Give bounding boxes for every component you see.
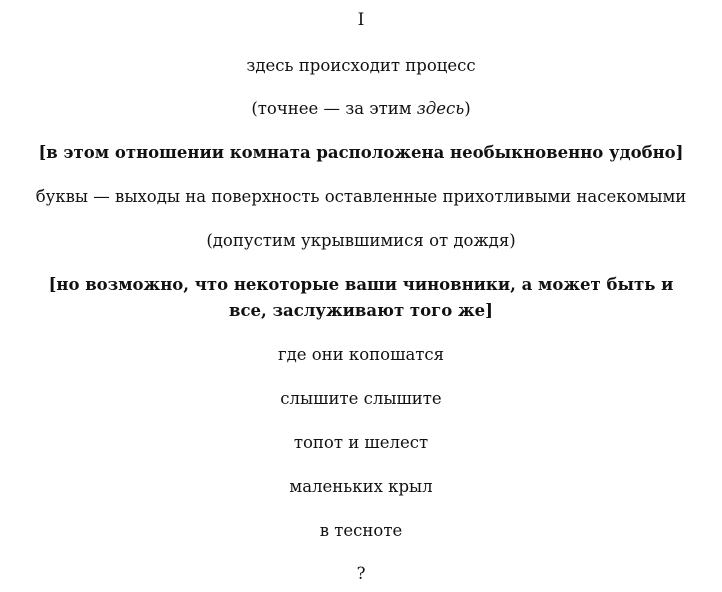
poem-line-2-start: (точнее — за этим <box>251 99 417 118</box>
poem-line-8: слышите слышите <box>280 389 442 408</box>
poem-line-2-emphasis: здесь <box>416 99 465 118</box>
poem-line-7: где они копошатся <box>277 345 445 364</box>
poem-line-11: в тесноте <box>319 521 403 540</box>
poem-line-12: ? <box>356 564 366 583</box>
poem-line-2 <box>0 98 722 120</box>
poem-line-5: (допустим укрывшимися от дождя) <box>206 231 516 250</box>
poem-line-4: буквы — выходы на поверхность оставленные прихотливыми насекомыми <box>35 187 687 206</box>
poem-line-3-bracketed: [в этом отношении комната расположена необыкновенно удобно] <box>38 143 684 162</box>
poem-line-9: топот и шелест <box>293 433 429 452</box>
poem-line-10: маленьких крыл <box>289 477 433 496</box>
poem-line-1: здесь происходит процесс <box>246 56 476 75</box>
section-numeral: I <box>357 10 365 30</box>
poem-line-6-bracketed: [но возможно, что некоторые ваши чиновники, а может быть и все, заслуживают того же] <box>48 275 674 320</box>
poem-line-2-end: ) <box>464 99 471 118</box>
